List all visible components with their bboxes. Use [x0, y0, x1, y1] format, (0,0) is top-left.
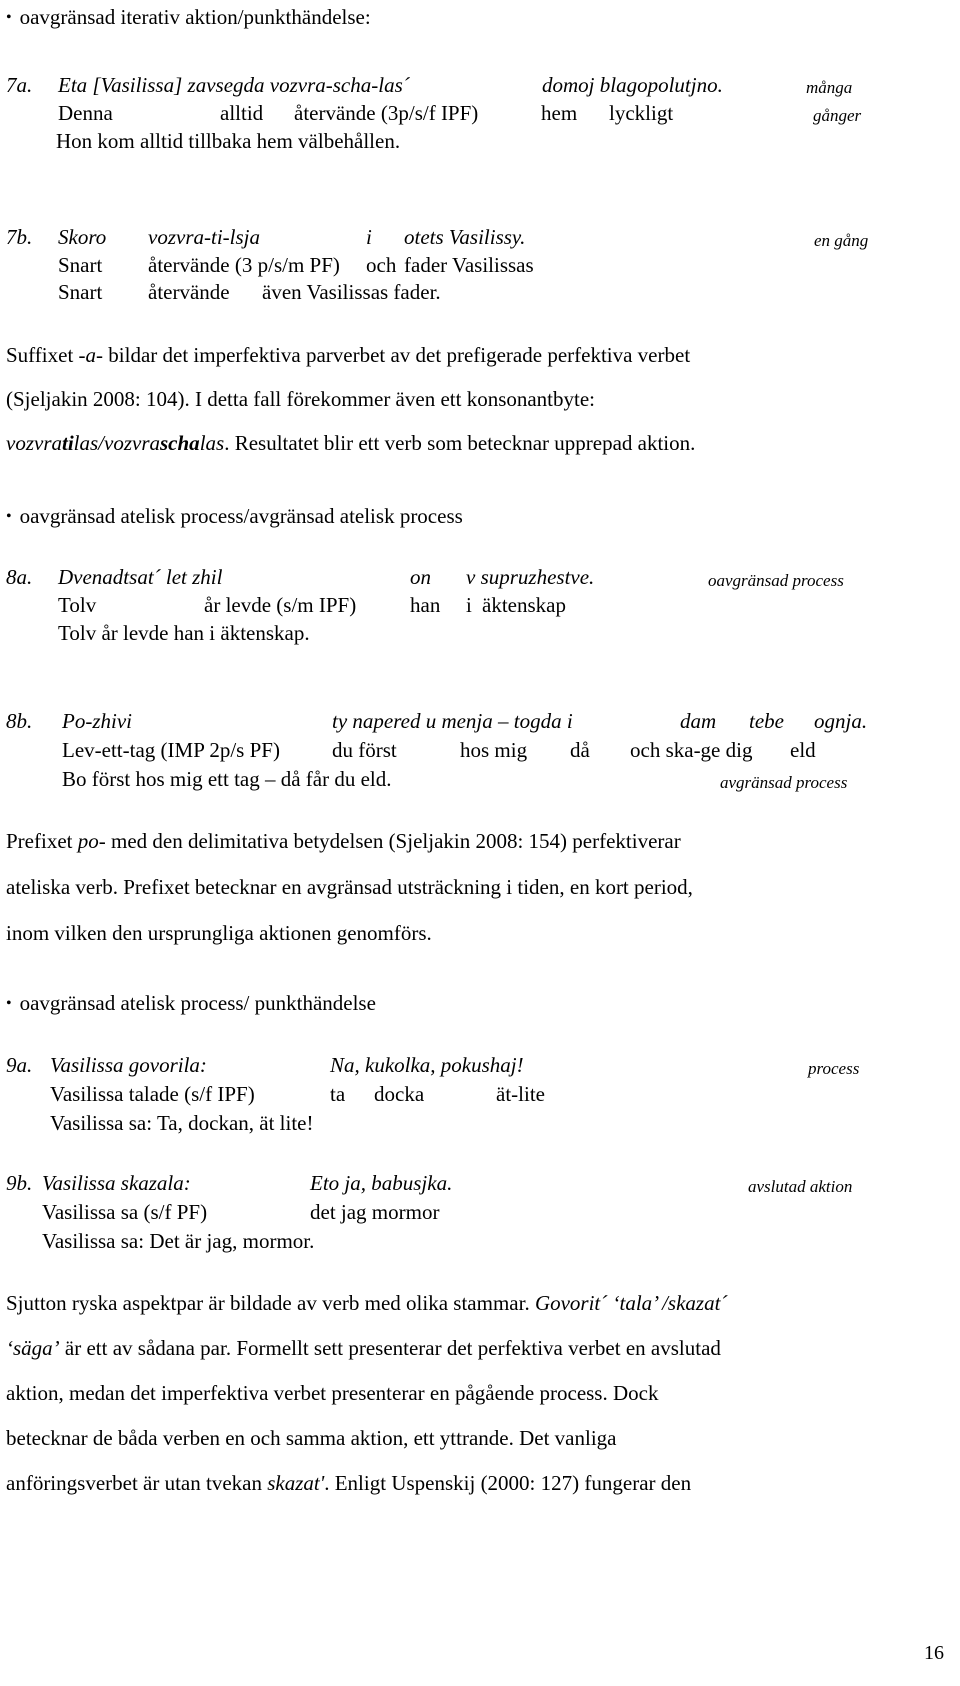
- example-7b-note: en gång: [814, 231, 869, 250]
- example-8b-gloss-4: då: [570, 738, 590, 762]
- example-7a-russian-2: domoj blagopolutjno.: [542, 73, 723, 97]
- example-8b-gloss-1: Lev-ett-tag (IMP 2p/s PF): [62, 738, 280, 762]
- example-8a-russian-1: Dvenadtsat´ let zhil: [58, 565, 223, 589]
- section-label: oavgränsad iterativ aktion/punkthändelse:: [19, 5, 371, 29]
- paragraph-2-line-1: Prefixet po- med den delimitativa betydelsen (Sjeljakin 2008: 154) perfektiverar: [6, 829, 681, 853]
- example-7a-gloss-5: lyckligt: [609, 101, 674, 125]
- example-7a-gloss-1: Denna: [58, 101, 113, 125]
- example-7a-number: 7a.: [6, 73, 33, 97]
- example-7b-translation-1: Snart: [58, 280, 103, 304]
- example-8b-russian-4: tebe: [749, 709, 784, 733]
- example-7b-russian-3: i: [366, 225, 372, 249]
- example-8b-russian-1: Po-zhivi: [62, 709, 132, 733]
- example-8b-gloss-5: och ska-ge dig: [630, 738, 753, 762]
- example-7a-note-2: gånger: [813, 106, 862, 125]
- paragraph-2-line-3: inom vilken den ursprungliga aktionen genomförs.: [6, 921, 432, 945]
- example-8b-russian-2: ty napered u menja – togda i: [332, 709, 573, 733]
- example-7b-number: 7b.: [6, 225, 33, 249]
- example-9b-note: avslutad aktion: [748, 1177, 853, 1196]
- example-9b-russian-1: Vasilissa skazala:: [42, 1171, 191, 1195]
- example-7a-translation: Hon kom alltid tillbaka hem välbehållen.: [56, 129, 401, 153]
- bullet-icon: •: [6, 9, 12, 26]
- bullet-icon: •: [6, 995, 12, 1012]
- example-9a-russian-1: Vasilissa govorila:: [50, 1053, 207, 1077]
- section-heading-3: [6, 990, 376, 1019]
- example-7b-russian-2: vozvra-ti-lsja: [148, 225, 260, 249]
- page-number: 16: [924, 1642, 944, 1664]
- paragraph-3-line-1: Sjutton ryska aspektpar är bildade av verb med olika stammar. Govorit´ ‘tala’ /skazat´: [6, 1291, 728, 1315]
- example-9b-gloss-1: Vasilissa sa (s/f PF): [42, 1200, 208, 1224]
- example-8a-note: oavgränsad process: [708, 571, 844, 590]
- section-label: oavgränsad atelisk process/ punkthändelse: [19, 991, 376, 1015]
- paragraph-1-line-1: Suffixet -a- bildar det imperfektiva parverbet av det prefigerade perfektiva verbet: [6, 343, 691, 367]
- example-8a-gloss-4: i: [466, 593, 472, 617]
- example-7b-translation-2: återvände: [148, 280, 230, 304]
- example-9a-gloss-4: ät-lite: [496, 1082, 545, 1106]
- example-9a-russian-2: Na, kukolka, pokushaj!: [330, 1053, 524, 1077]
- example-7b-gloss-1: Snart: [58, 253, 103, 277]
- example-8b-number: 8b.: [6, 709, 33, 733]
- example-9b-gloss-2: det jag mormor: [310, 1200, 440, 1224]
- example-8b-gloss-3: hos mig: [460, 738, 528, 762]
- example-7b-gloss-2: återvände (3 p/s/m PF): [148, 253, 340, 277]
- bullet-icon: •: [6, 508, 12, 525]
- example-9a-translation: Vasilissa sa: Ta, dockan, ät lite!: [50, 1111, 314, 1135]
- example-7b-gloss-3: och: [366, 253, 397, 277]
- example-7b-russian-1: Skoro: [58, 225, 107, 249]
- example-8b-russian-3: dam: [680, 709, 717, 733]
- paragraph-3-line-4: betecknar de båda verben en och samma aktion, ett yttrande. Det vanliga: [6, 1426, 617, 1450]
- example-7b-translation-3: även Vasilissas fader.: [262, 280, 441, 304]
- example-9a-gloss-1: Vasilissa talade (s/f IPF): [50, 1082, 255, 1106]
- example-7a-gloss-4: hem: [541, 101, 578, 125]
- example-8a-number: 8a.: [6, 565, 33, 589]
- example-7a-russian-1: Eta [Vasilissa] zavsegda vozvra-scha-las´: [58, 73, 410, 97]
- example-9b-translation: Vasilissa sa: Det är jag, mormor.: [42, 1229, 315, 1253]
- example-9b-russian-2: Eto ja, babusjka.: [310, 1171, 453, 1195]
- example-8a-translation: Tolv år levde han i äktenskap.: [58, 621, 310, 645]
- example-8a-gloss-3: han: [410, 593, 441, 617]
- example-8b-translation: Bo först hos mig ett tag – då får du eld.: [62, 767, 392, 791]
- example-8b-russian-5: ognja.: [814, 709, 868, 733]
- example-7b-gloss-4: fader Vasilissas: [404, 253, 534, 277]
- paragraph-1-line-3: vozvratilas/vozvraschalas. Resultatet blir ett verb som betecknar upprepad aktion.: [6, 431, 696, 455]
- example-7a-gloss-3: återvände (3p/s/f IPF): [294, 101, 479, 125]
- paragraph-3-line-5: anföringsverbet är utan tvekan skazat'. Enligt Uspenskij (2000: 127) fungerar den: [6, 1471, 692, 1495]
- example-7b-russian-4: otets Vasilissy.: [404, 225, 526, 249]
- example-8a-russian-3: v supruzhestve.: [466, 565, 595, 589]
- example-7a-gloss-2: alltid: [220, 101, 264, 125]
- example-8a-russian-2: on: [410, 565, 431, 589]
- paragraph-1-line-2: (Sjeljakin 2008: 104). I detta fall förekommer även ett konsonantbyte:: [6, 387, 596, 411]
- example-8b-gloss-2: du först: [332, 738, 397, 762]
- example-9a-gloss-2: ta: [330, 1082, 346, 1106]
- paragraph-3-line-3: aktion, medan det imperfektiva verbet presenterar en pågående process. Dock: [6, 1381, 659, 1405]
- section-label: oavgränsad atelisk process/avgränsad atelisk process: [19, 504, 463, 528]
- example-9b-number: 9b.: [6, 1171, 33, 1195]
- paragraph-2-line-2: ateliska verb. Prefixet betecknar en avgränsad utsträckning i tiden, en kort period,: [6, 875, 693, 899]
- example-8a-gloss-1: Tolv: [58, 593, 97, 617]
- example-7a-note-1: många: [806, 78, 853, 97]
- section-heading-1: [6, 4, 371, 33]
- example-9a-note: process: [808, 1059, 860, 1078]
- example-8a-gloss-5: äktenskap: [482, 593, 566, 617]
- example-8b-gloss-6: eld: [790, 738, 816, 762]
- example-8b-note: avgränsad process: [720, 773, 848, 792]
- paragraph-3-line-2: ‘säga’ är ett av sådana par. Formellt sett presenterar det perfektiva verbet en avslutad: [6, 1336, 721, 1360]
- section-heading-2: [6, 503, 463, 532]
- example-9a-gloss-3: docka: [374, 1082, 425, 1106]
- example-8a-gloss-2: år levde (s/m IPF): [204, 593, 357, 617]
- example-9a-number: 9a.: [6, 1053, 33, 1077]
